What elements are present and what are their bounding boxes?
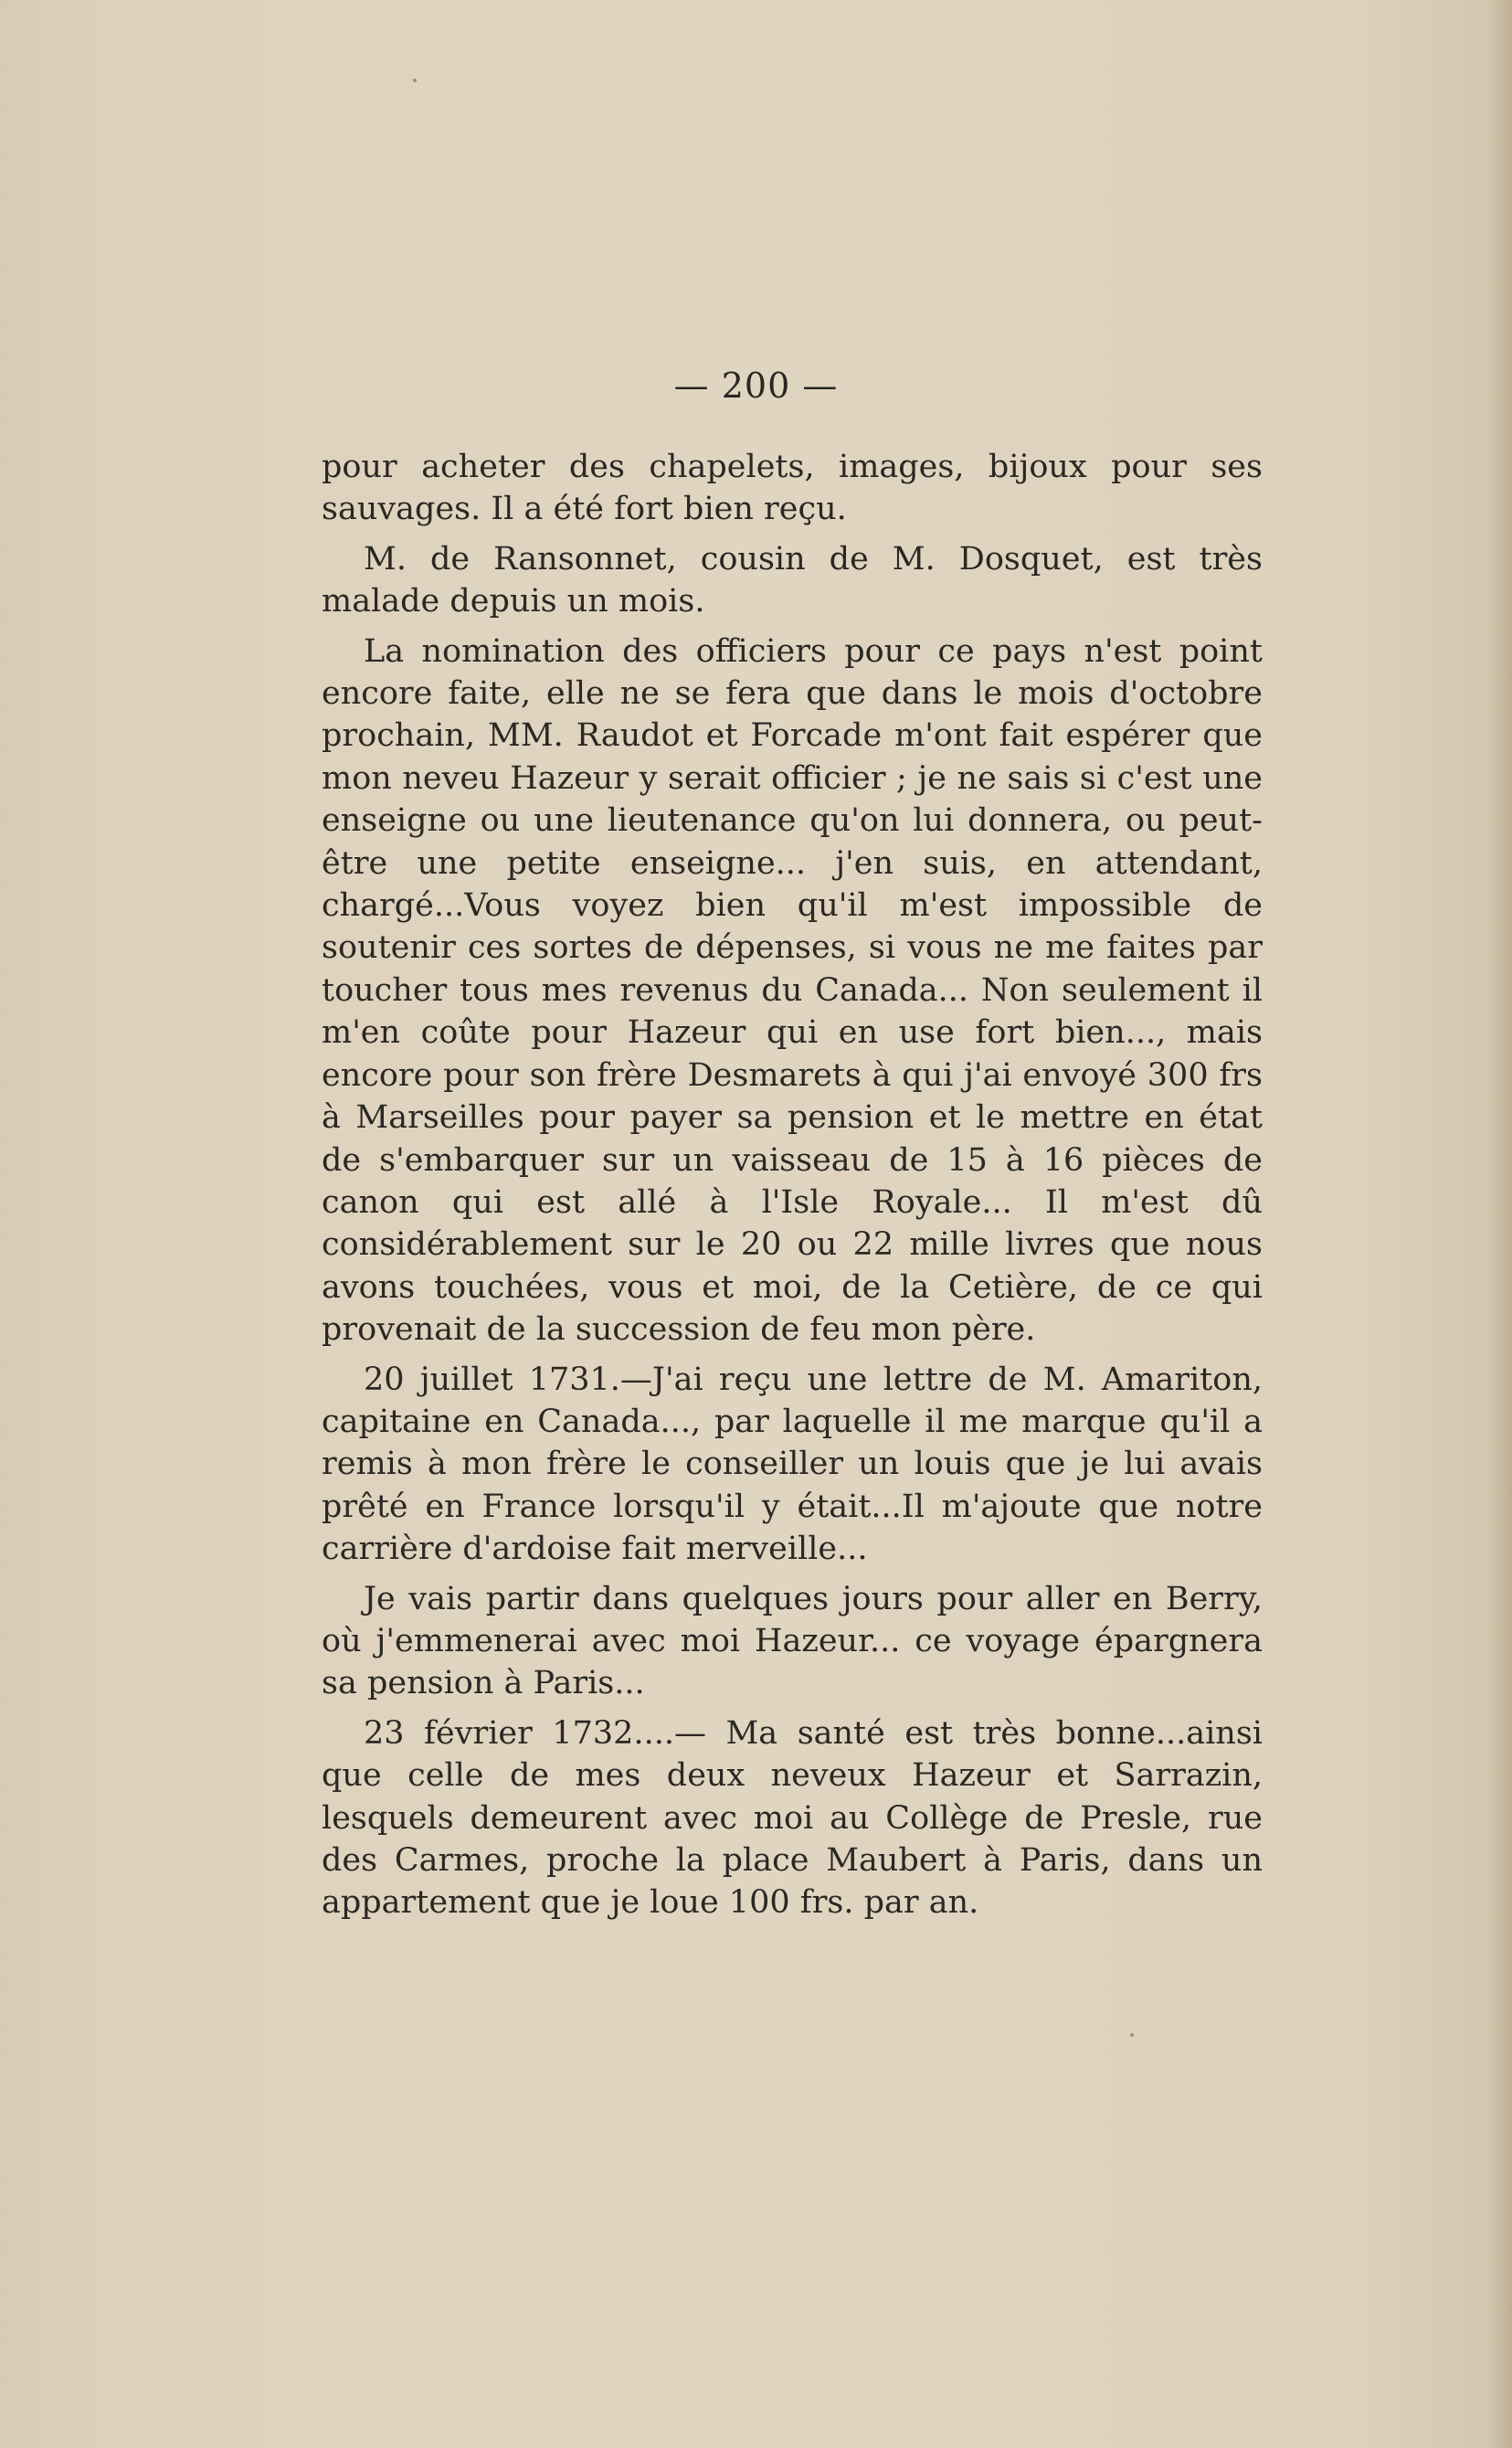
- paragraph: pour acheter des chapelets, images, bijoux pour ses sauvages. Il a été fort bien reçu.: [322, 449, 1263, 528]
- paragraph: 20 juillet 1731.—J'ai reçu une lettre de M. Amariton, capitaine en Canada..., par laquelle il me marque qu'il a remis à mon frère le conseiller un louis que je lui avais prêté en France lorsqu'il y était...Il m'ajoute que notre carrière d'ardoise fait merveille...: [322, 1361, 1263, 1568]
- paper-speck: [1130, 2033, 1134, 2037]
- paper-speck: [413, 79, 417, 82]
- body-text: [322, 446, 1263, 1932]
- paragraph: Je vais partir dans quelques jours pour aller en Berry, où j'emmenerai avec moi Hazeur... ce voyage épargnera sa pension à Paris...: [322, 1580, 1263, 1702]
- paragraph: 23 février 1732....— Ma santé est très bonne...ainsi que celle de mes deux neveux Hazeur et Sarrazin, lesquels demeurent avec moi au Collège de Presle, rue des Carmes, proche la place Maubert à Paris, dans un appartement que je loue 100 frs. par an.: [322, 1714, 1263, 1922]
- page-number: — 200 —: [673, 366, 839, 406]
- paragraph: La nomination des officiers pour ce pays n'est point encore faite, elle ne se fera que dans le mois d'octobre prochain, MM. Raudot et Forcade m'ont fait espérer que mon neveu Hazeur y serait officier ; je ne sais si c'est une enseigne ou une lieutenance qu'on lui donnera, ou peut-être une petite enseigne... j'en suis, en attendant, chargé...Vous voyez bien qu'il m'est impossible de soutenir ces sortes de dépenses, si vous ne me faites par toucher tous mes revenus du Canada... Non seulement il m'en coûte pour Hazeur qui en use fort bien..., mais encore pour son frère Desmarets à qui j'ai envoyé 300 frs à Marseilles pour payer sa pension et le mettre en état de s'embarquer sur un vaisseau de 15 à 16 pièces de canon qui est allé à l'Isle Royale... Il m'est dû considérablement sur le 20 ou 22 mille livres que nous avons touchées, vous et moi, de la Cetière, de ce qui provenait de la succession de feu mon père.: [322, 632, 1263, 1349]
- paragraph: M. de Ransonnet, cousin de M. Dosquet, est très malade depuis un mois.: [322, 540, 1263, 620]
